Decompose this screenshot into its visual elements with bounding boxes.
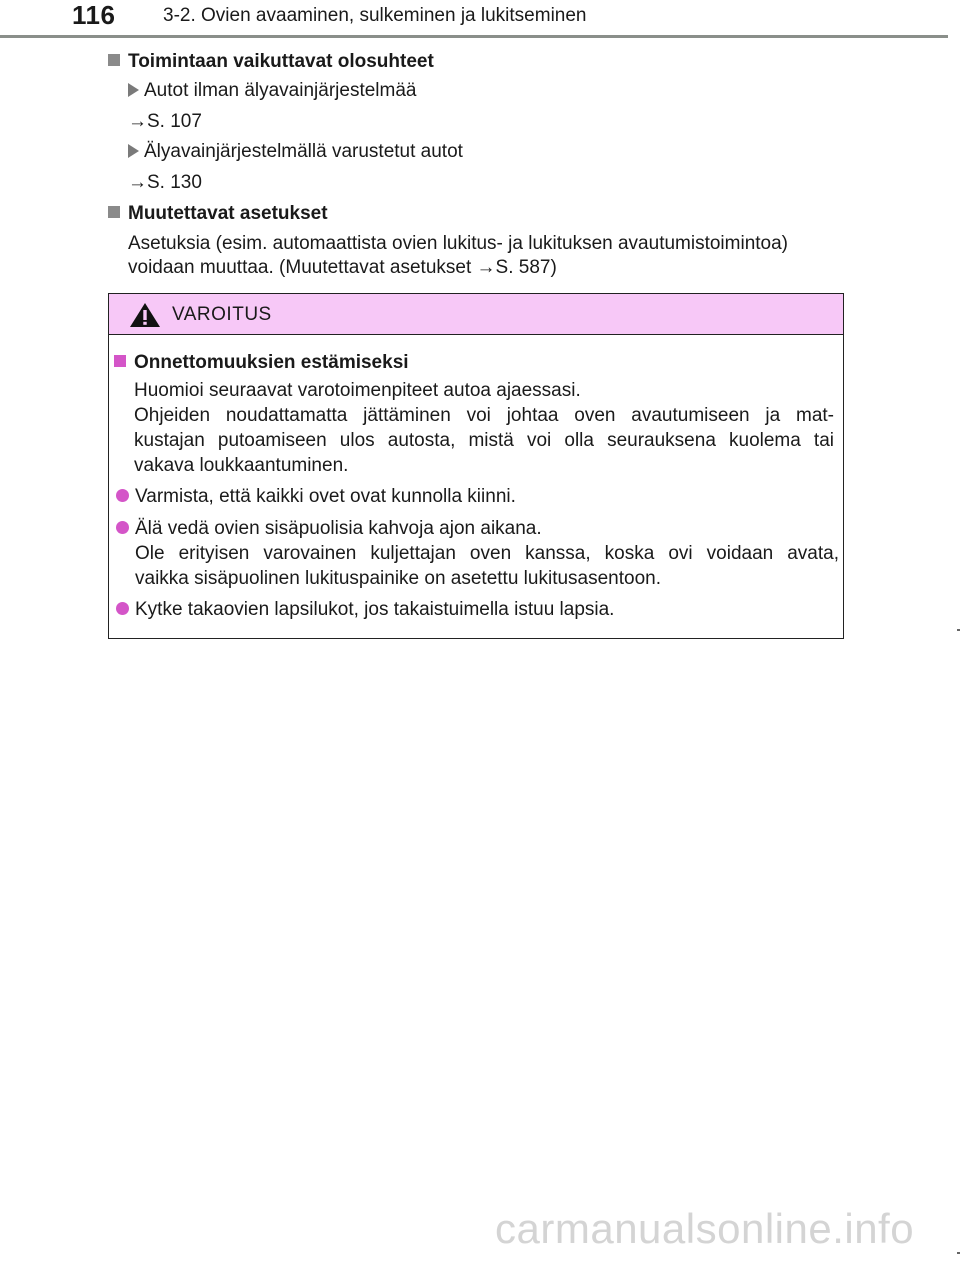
page-number: 116 — [72, 0, 116, 30]
warning-intro-1: Huomioi seuraavat varotoimenpiteet autoa ajaessasi. — [134, 380, 581, 401]
conditions-item-2-ref[interactable]: →S. 130 — [128, 172, 202, 193]
custom-settings-heading: Muutettavat asetukset — [108, 202, 328, 226]
arrow-right-icon: → — [128, 111, 147, 132]
triangle-bullet-icon — [128, 83, 139, 97]
circle-bullet-icon — [116, 521, 129, 534]
conditions-item-1: Autot ilman älyavainjärjestelmää — [128, 79, 416, 103]
warning-heading: Onnettomuuksien estämiseksi — [114, 350, 814, 375]
warning-bullet-1: Varmista, että kaikki ovet ovat kunnolla kiinni. — [116, 484, 816, 509]
conditions-heading: Toimintaan vaikuttavat olosuhteet — [108, 50, 434, 74]
square-bullet-icon — [108, 54, 120, 66]
square-bullet-icon — [108, 206, 120, 218]
warning-bullet-2-detail: Ole erityisen varovainen kuljettajan oven kanssa, koska ovi voidaan avata, vaikka sisäpuolinen lukituspainike on asetettu lukitusasentoon. — [135, 543, 839, 589]
warning-box — [108, 293, 844, 639]
arrow-right-icon: → — [476, 257, 496, 278]
header-rule — [0, 35, 948, 38]
warning-header — [109, 294, 843, 335]
warning-label: VAROITUS — [172, 304, 272, 325]
warning-bullet-3: Kytke takaovien lapsilukot, jos takaistuimella istuu lapsia. — [116, 597, 816, 622]
warning-bullet-2: Älä vedä ovien sisäpuolisia kahvoja ajon aikana. — [116, 516, 816, 541]
custom-settings-text-2: voidaan muuttaa. (Muutettavat asetukset →S. 587) — [128, 257, 557, 278]
conditions-item-1-ref[interactable]: →S. 107 — [128, 111, 202, 132]
triangle-bullet-icon — [128, 144, 139, 158]
watermark: carmanualsonline.info — [495, 1205, 915, 1252]
square-bullet-icon — [114, 355, 126, 367]
conditions-item-2: Älyavainjärjestelmällä varustetut autot — [128, 140, 463, 164]
circle-bullet-icon — [116, 489, 129, 502]
custom-settings-ref[interactable]: S. 587) — [495, 257, 557, 278]
warning-intro-2: Ohjeiden noudattamatta jättäminen voi johtaa oven avautumiseen ja mat- kustajan putoamiseen ulos autosta, mistä voi olla seurauksena kuolema tai vakava loukkaantuminen. — [134, 405, 834, 476]
warning-triangle-icon — [129, 302, 161, 328]
page-header — [0, 0, 960, 40]
section-title: 3-2. Ovien avaaminen, sulkeminen ja lukitseminen — [163, 5, 587, 26]
circle-bullet-icon — [116, 602, 129, 615]
arrow-right-icon: → — [128, 172, 147, 193]
custom-settings-text-1: Asetuksia (esim. automaattista ovien lukitus- ja lukituksen avautumistoimintoa) — [128, 233, 789, 254]
